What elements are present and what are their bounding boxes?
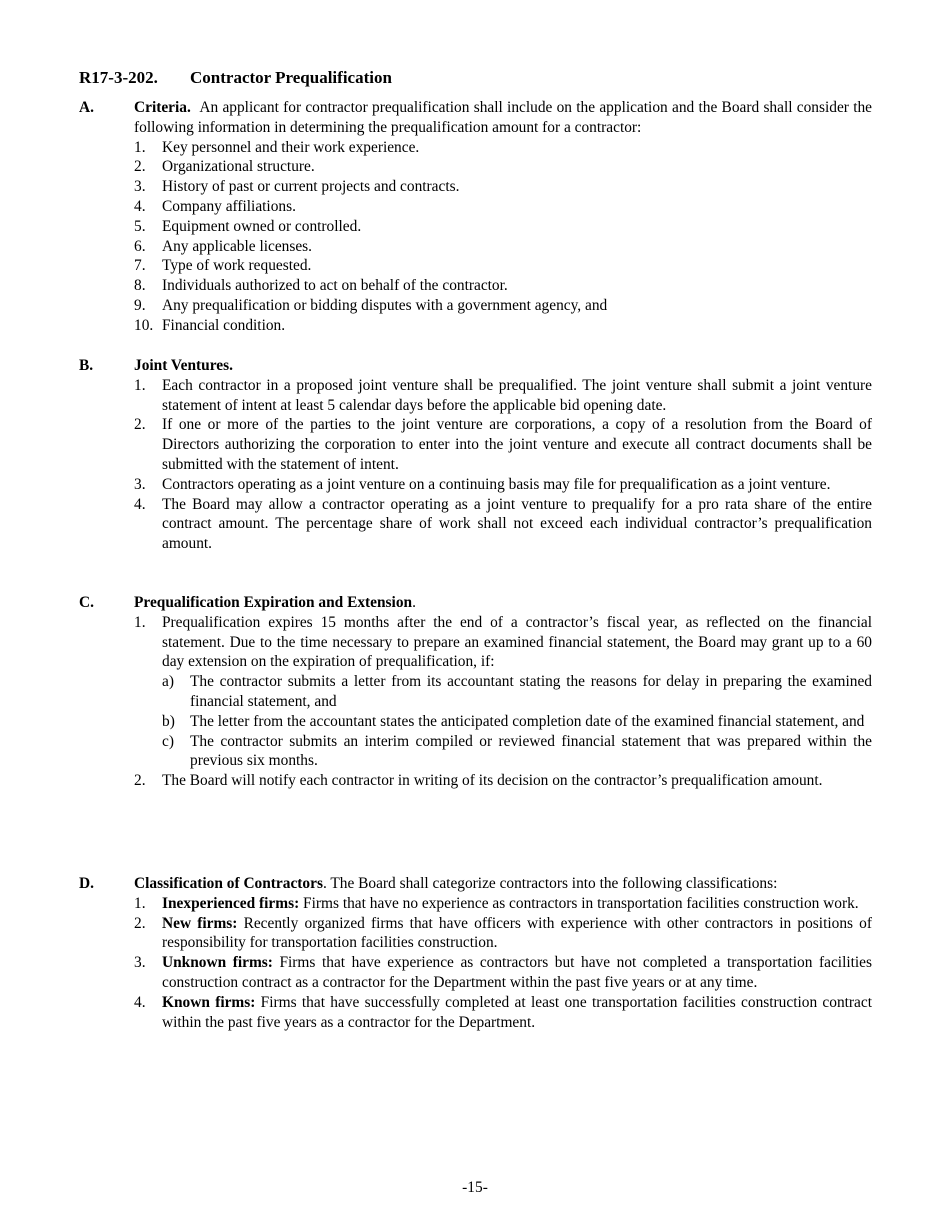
list-item: 1. Inexperienced firms: Firms that have no experience as contractors in transportation facilities construction work.: [134, 894, 859, 912]
list-item: 4. The Board may allow a contractor operating as a joint venture to prequalify for a pro rata share of the entire contract amount. The percentage share of work shall not exceed each individual contractor’s prequalification amount.: [134, 495, 872, 553]
section-c-letter: C.: [79, 594, 94, 611]
section-b-letter: B.: [79, 357, 94, 374]
list-item: 10. Financial condition.: [134, 316, 286, 334]
list-item: 4. Company affiliations.: [134, 197, 296, 215]
list-item: 8. Individuals authorized to act on behalf of the contractor.: [134, 277, 508, 295]
list-item: 3. History of past or current projects and contracts.: [134, 178, 460, 196]
section-b: [79, 356, 872, 554]
page-number: -15-: [462, 1179, 488, 1196]
section-a-letter: A.: [79, 99, 94, 116]
rule-number: R17-3-202.: [79, 68, 158, 87]
sub-list-item: b) The letter from the accountant states the anticipated completion date of the examined financial statement, and: [162, 712, 865, 730]
list-item: 1. Each contractor in a proposed joint venture shall be prequalified. The joint venture shall submit a joint venture statement of intent at least 5 calendar days before the applicable bid opening date.: [134, 376, 872, 414]
rule-title: Contractor Prequalification: [190, 68, 392, 87]
list-item: 4. Known firms: Firms that have successfully completed at least one transportation facilities construction contract within the past five years as a contractor for the Department.: [134, 993, 872, 1031]
list-item: 2. If one or more of the parties to the joint venture are corporations, a copy of a resolution from the Board of Directors authorizing the corporation to enter into the joint venture and execute all contract documents shall be submitted with the statement of intent.: [134, 416, 872, 473]
section-b-title: Joint Ventures.: [134, 357, 233, 374]
section-a-header: [79, 98, 872, 138]
list-item: 1. Prequalification expires 15 months after the end of a contractor’s fiscal year, as reflected on the financial statement. Due to the time necessary to prepare an examined financial statement, the Board may grant up to a 60 day extension on the expiration of prequalification, if: a) The contractor submits a letter from its accountant stating the reasons for delay in preparing the examined financial statement, and b) The letter from the accountant states the anticipated completion date of the examined financial statement, and c) The contractor submits an interim compiled or reviewed financial statement that was prepared within the previous six months.: [134, 613, 872, 770]
list-item: 2. New firms: Recently organized firms that have officers with experience with other contractors in positions of responsibility for transportation facilities construction.: [134, 914, 873, 952]
section-d: [79, 874, 872, 1032]
section-a-intro: An applicant for contractor prequalification shall include on the application and the Board shall consider the following information in determining the prequalification amount for a contractor:: [134, 99, 872, 136]
section-d-list: [79, 894, 872, 1033]
list-item: 5. Equipment owned or controlled.: [134, 217, 362, 235]
list-item: 2. Organizational structure.: [134, 158, 315, 176]
list-item: 7. Type of work requested.: [134, 257, 312, 275]
section-a-list: [79, 138, 872, 336]
section-d-letter: D.: [79, 875, 94, 892]
section-b-header: [79, 356, 872, 376]
rule-heading: [79, 68, 392, 88]
section-a: [79, 98, 872, 336]
list-item: 6. Any applicable licenses.: [134, 237, 313, 255]
sub-list-item: a) The contractor submits a letter from its accountant stating the reasons for delay in preparing the examined financial statement, and: [162, 673, 872, 710]
section-c-title-suffix: .: [412, 594, 416, 611]
sub-list-item: c) The contractor submits an interim compiled or reviewed financial statement that was prepared within the previous six months.: [162, 732, 872, 770]
section-a-title: Criteria.: [134, 99, 191, 116]
section-d-intro: . The Board shall categorize contractors into the following classifications:: [322, 875, 778, 892]
list-item: 3. Unknown firms: Firms that have experience as contractors but have not completed a transportation facilities construction contract as a contractor for the Department within the past five years or at any time.: [134, 954, 872, 991]
list-item: 9. Any prequalification or bidding disputes with a government agency, and: [134, 296, 608, 314]
section-d-title: Classification of Contractors: [134, 875, 323, 892]
section-c-title: Prequalification Expiration and Extension: [134, 594, 413, 611]
section-c: [79, 593, 872, 791]
section-b-list: [79, 376, 872, 554]
list-item: 1. Key personnel and their work experience.: [134, 138, 420, 156]
section-c-list: [79, 613, 872, 791]
section-d-header: [79, 874, 872, 894]
list-item: 3. Contractors operating as a joint venture on a continuing basis may file for prequalification as a joint venture.: [134, 475, 831, 493]
list-item: 2. The Board will notify each contractor in writing of its decision on the contractor’s prequalification amount.: [134, 772, 823, 790]
section-c-sublist: [162, 672, 872, 771]
section-c-header: [79, 593, 872, 613]
